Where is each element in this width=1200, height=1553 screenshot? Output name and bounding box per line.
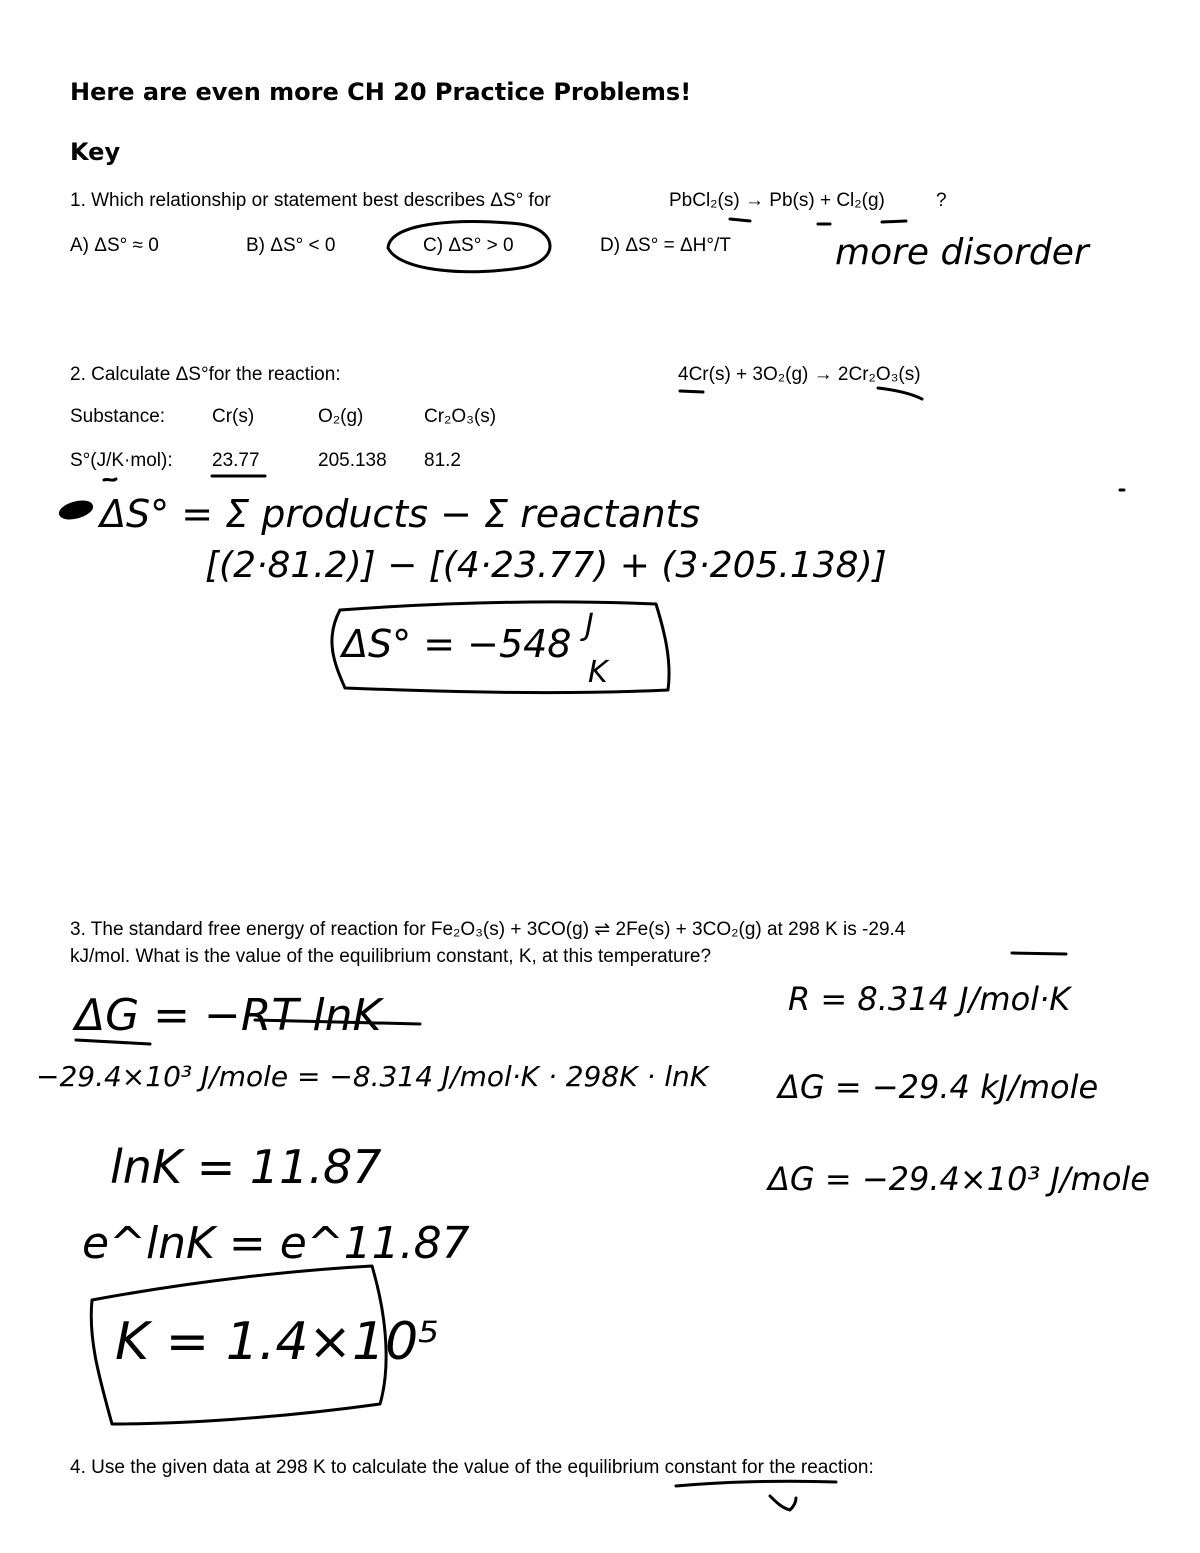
q2-underline-4cr <box>680 391 703 392</box>
q3-work-eq2: −29.4×10³ J/mole = −8.314 J/mol·K · 298K · lnK <box>36 1060 709 1093</box>
q3-work-answer: K = 1.4×10⁵ <box>115 1312 440 1372</box>
q1-handwritten-note: more disorder <box>835 232 1089 273</box>
q2-table-label-substance: Substance: <box>70 406 166 427</box>
q4-question: 4. Use the given data at 298 K to calculate the value of the equilibrium constant for the reaction: <box>70 1457 874 1478</box>
q3-question-line2: kJ/mol. What is the value of the equilibrium constant, K, at this temperature? <box>70 946 712 967</box>
q4-arrow-mark <box>770 1496 796 1510</box>
q2-reaction: 4Cr(s) + 3O₂(g) → 2Cr₂O₃(s) <box>678 364 921 385</box>
q1-reaction: PbCl₂(s) → Pb(s) + Cl₂(g) <box>669 190 885 211</box>
q2-work-unit-num: J <box>585 608 594 643</box>
q2-work-unit-den: K <box>588 655 608 690</box>
q2-table-value-cr2o3: 81.2 <box>424 450 461 471</box>
q1-question: 1. Which relationship or statement best describes ΔS° for <box>70 190 551 211</box>
q4-underline <box>676 1481 836 1486</box>
page-title: Here are even more CH 20 Practice Problems! <box>70 78 692 106</box>
q2-work-answer: ΔS° = −548 <box>342 622 572 666</box>
q2-underline-2cr2o3 <box>878 388 922 399</box>
q1-question-mark: ? <box>936 190 947 211</box>
q3-work-eq1: ΔG = −RT lnK <box>75 990 382 1041</box>
q3-work-eq4: e^lnK = e^11.87 <box>82 1218 470 1269</box>
q2-table-value-cr: 23.77 <box>212 450 260 471</box>
q2-table-value-o2: 205.138 <box>318 450 387 471</box>
q1-underline-cl2 <box>882 221 906 222</box>
q3-side-r: R = 8.314 J/mol·K <box>788 980 1071 1018</box>
q3-question-line1: 3. The standard free energy of reaction for Fe₂O₃(s) + 3CO(g) ⇌ 2Fe(s) + 3CO₂(g) at 298 K is -29.4 <box>70 919 906 940</box>
q1-choice-b: B) ΔS° < 0 <box>246 235 336 256</box>
q2-work-line1: ΔS° = Σ products − Σ reactants <box>100 492 701 536</box>
q1-underline-pbcl2 <box>730 219 750 221</box>
key-heading: Key <box>70 138 121 166</box>
q1-choice-a: A) ΔS° ≈ 0 <box>70 235 159 256</box>
q3-work-eq3: lnK = 11.87 <box>110 1140 382 1194</box>
q2-table-cr2o3: Cr₂O₃(s) <box>424 406 497 427</box>
q1-choice-d: D) ΔS° = ΔH°/T <box>600 235 731 256</box>
q2-table-o2: O₂(g) <box>318 406 364 427</box>
q1-choice-c: C) ΔS° > 0 <box>423 235 514 256</box>
q2-question: 2. Calculate ΔS°for the reaction: <box>70 364 341 385</box>
q2-table-label-entropy: S°(J/K·mol): <box>70 450 173 471</box>
q2-work-line2: [(2·81.2)] − [(4·23.77) + (3·205.138)] <box>205 545 887 586</box>
q2-tilde <box>104 479 116 480</box>
q3-side-dg-j: ΔG = −29.4×10³ J/mole <box>768 1160 1150 1198</box>
q3-side-dg-kj: ΔG = −29.4 kJ/mole <box>778 1068 1099 1106</box>
q3-underline-value <box>1012 953 1066 954</box>
q2-table-cr: Cr(s) <box>212 406 255 427</box>
q2-bullet <box>59 499 94 521</box>
